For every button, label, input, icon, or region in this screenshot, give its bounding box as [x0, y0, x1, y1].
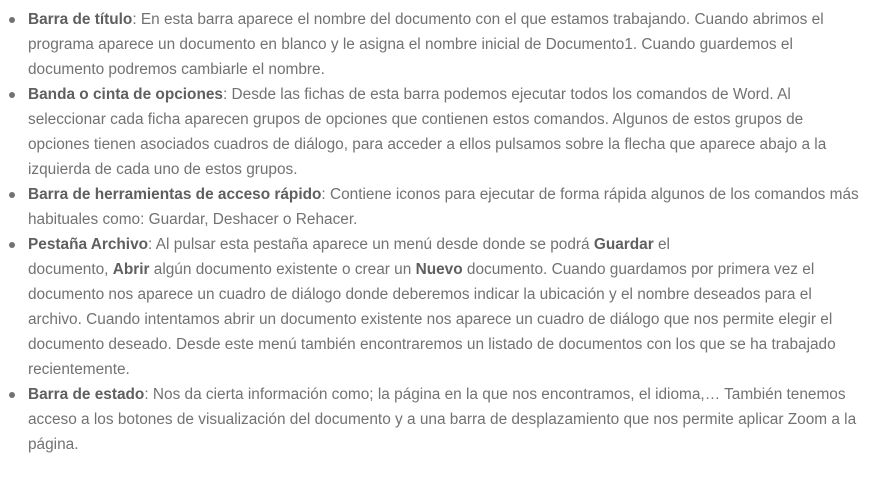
item-term: Pestaña Archivo — [28, 236, 149, 253]
bullet-icon — [9, 92, 15, 98]
bullet-icon — [9, 192, 15, 198]
list-item-acceso-rapido — [0, 182, 866, 232]
item-description-part: : Al pulsar esta pestaña aparece un menú desde donde se podrá — [148, 236, 594, 253]
item-term: Barra de herramientas de acceso rápido — [28, 186, 322, 203]
item-description-part: algún documento existente o crear un — [149, 261, 416, 278]
nuevo-keyword: Nuevo — [415, 261, 463, 278]
list-item-barra-de-titulo — [0, 7, 866, 82]
item-description: : En esta barra aparece el nombre del documento con el que estamos trabajando. Cuando abrimos el programa aparece un documento en blanco y le asigna el nombre inicial de Documento1. Cuando guardemos el documento podremos cambiarle el nombre. — [28, 11, 824, 78]
list-item-pestana-archivo — [0, 232, 866, 382]
item-description-part: el — [653, 236, 670, 253]
abrir-keyword: Abrir — [112, 261, 150, 278]
list-item-barra-de-estado — [0, 382, 866, 457]
document-content — [0, 7, 866, 457]
bullet-icon — [9, 242, 15, 248]
item-description: : Contiene iconos para ejecutar de forma rápida algunos de los comandos más habituales como: Guardar, Deshacer o Rehacer. — [28, 186, 859, 228]
bullet-icon — [9, 392, 15, 398]
bullet-icon — [9, 17, 15, 23]
item-term: Barra de estado — [28, 386, 145, 403]
item-description: : Nos da cierta información como; la página en la que nos encontramos, el idioma,… También tenemos acceso a los botones de visualización del documento y a una barra de desplazamiento que nos permite aplicar Zoom a la página. — [28, 386, 857, 453]
item-description: : Desde las fichas de esta barra podemos ejecutar todos los comandos de Word. Al seleccionar cada ficha aparecen grupos de opciones que contienen estos comandos. Algunos de estos grupos de opciones tienen asociados cuadros de diálogo, para acceder a ellos pulsamos sobre la flecha que aparece abajo a la izquierda de cada uno de estos grupos. — [28, 86, 827, 178]
bullet-list — [0, 7, 866, 457]
guardar-keyword: Guardar — [593, 236, 654, 253]
item-term: Barra de título — [28, 11, 133, 28]
list-item-banda-de-opciones — [0, 82, 866, 182]
item-description-part: documento, — [28, 261, 113, 278]
item-description-part: documento. Cuando guardamos por primera vez el documento nos aparece un cuadro de diálogo donde deberemos indicar la ubicación y el nombre deseados para el archivo. Cuando intentamos abrir un documento existente nos aparece un cuadro de diálogo que nos permite elegir el documento deseado. Desde este menú también encontraremos un listado de documentos con los que se ha trabajado recientemente. — [28, 261, 836, 378]
item-term: Banda o cinta de opciones — [28, 86, 223, 103]
